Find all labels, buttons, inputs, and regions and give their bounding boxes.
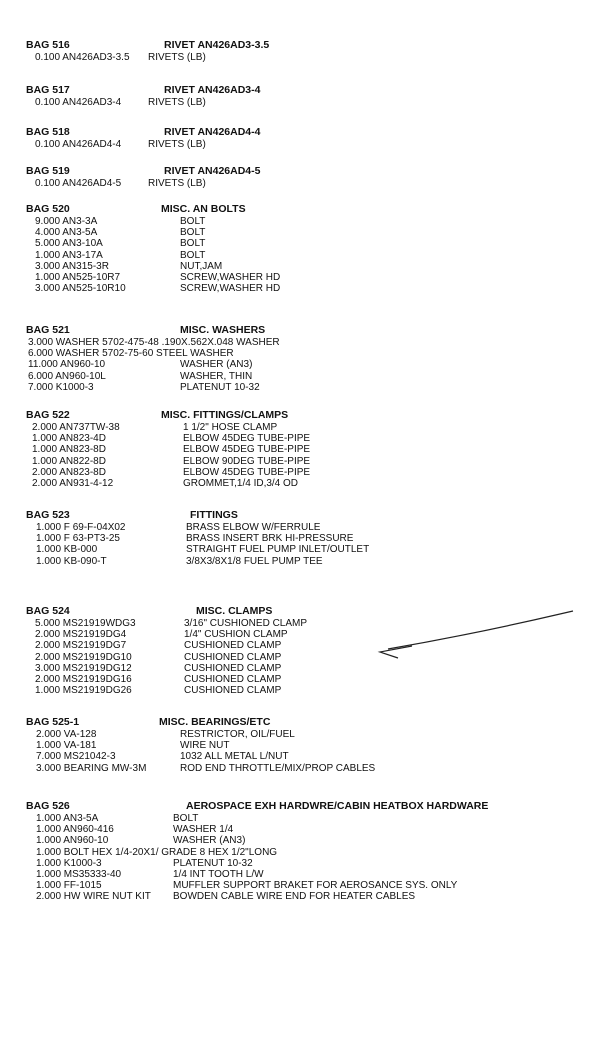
item-qty-part: 1.000 AN3-17A [35,249,103,261]
bag-number: BAG 525-1 [26,716,80,728]
item-qty-part: 2.000 MS21919DG7 [35,640,127,652]
item-description: WASHER, THIN [180,370,253,382]
bag-number: BAG 521 [26,324,70,336]
bag-title: MISC. WASHERS [180,324,266,336]
item-qty-part: 1.000 AN960-416 [36,824,114,836]
item-row [0,847,600,858]
item-row [0,533,600,544]
item-row [0,348,600,359]
item-row [0,869,600,880]
item-qty-part: 2.000 MS21919DG4 [35,629,127,641]
item-qty-part: 1.000 MS21919DG26 [35,685,132,697]
item-qty-part: 3.000 AN525-10R10 [35,283,126,295]
item-description: ELBOW 45DEG TUBE-PIPE [183,466,311,478]
item-row [0,685,600,696]
item-description: CUSHIONED CLAMP [184,673,282,685]
bag-section [0,39,600,63]
bag-header [0,800,600,813]
item-row [0,663,600,674]
item-description: RIVETS (LB) [148,52,206,63]
bag-header [0,203,600,216]
item-row [0,227,600,238]
item-row [0,729,600,740]
bag-header [0,165,600,178]
item-row [0,880,600,891]
item-description: ELBOW 45DEG TUBE-PIPE [183,433,311,445]
item-description: 3/8X3/8X1/8 FUEL PUMP TEE [186,555,323,567]
bag-number: BAG 522 [26,409,70,421]
item-qty-part: 7.000 MS21042-3 [36,751,116,763]
item-description: RIVETS (LB) [148,178,206,189]
item-description: BRASS INSERT BRK HI-PRESSURE [186,533,354,545]
item-row [0,359,600,370]
item-qty-part: 0.100 AN426AD3-4 [35,97,122,108]
item-qty-part: 2.000 MS21919DG10 [35,651,132,663]
item-description: BOLT [180,238,206,250]
item-description: ELBOW 45DEG TUBE-PIPE [183,444,311,456]
item-qty-part: 2.000 AN823-8D [32,466,106,478]
bag-title: RIVET AN426AD3-4 [164,84,261,96]
item-qty-part: 1.000 KB-090-T [36,555,107,567]
item-row [0,444,600,455]
item-row [0,813,600,824]
item-row [0,97,600,108]
bag-title: MISC. FITTINGS/CLAMPS [161,409,289,421]
bag-header [0,324,600,337]
bag-title: RIVET AN426AD4-5 [164,165,261,177]
item-row [0,433,600,444]
item-row [0,751,600,762]
item-row [0,371,600,382]
item-qty-part: 1.000 KB-000 [36,544,98,556]
item-row [0,652,600,663]
item-row [0,467,600,478]
bag-number: BAG 524 [26,605,70,617]
item-qty-part: 1.000 AN3-5A [36,813,99,824]
item-row [0,52,600,63]
item-description: RESTRICTOR, OIL/FUEL [180,729,295,740]
item-description: SCREW,WASHER HD [180,283,281,295]
item-qty-part: 1.000 AN960-10 [36,835,109,847]
item-description: CUSHIONED CLAMP [184,662,282,674]
bag-header [0,605,600,618]
item-description: 1/4 INT TOOTH L/W [173,868,264,880]
item-row [0,139,600,150]
item-description: WASHER (AN3) [173,835,246,847]
item-description: ROD END THROTTLE/MIX/PROP CABLES [180,762,376,774]
item-qty-part: 4.000 AN3-5A [35,227,98,239]
item-description: BOLT [173,813,199,824]
item-row [0,216,600,227]
bag-title: AEROSPACE EXH HARDWRE/CABIN HEATBOX HARDWARE [186,800,489,812]
item-qty-part: 3.000 AN315-3R [35,260,109,272]
item-qty-part: 1.000 MS35333-40 [36,868,122,880]
item-qty-part: 9.000 AN3-3A [35,216,98,227]
item-qty-part: 2.000 AN737TW-38 [32,422,120,433]
item-qty-part: 0.100 AN426AD4-5 [35,178,122,189]
item-description: PLATENUT 10-32 [180,381,260,393]
item-description: CUSHIONED CLAMP [184,640,282,652]
item-qty-part: 6.000 WASHER 5702-75-60 STEEL WASHER [28,348,234,360]
item-row [0,456,600,467]
item-qty-part: 0.100 AN426AD3-3.5 [35,52,130,63]
bag-header [0,126,600,139]
bag-section [0,324,600,393]
bag-section [0,509,600,567]
item-description: SCREW,WASHER HD [180,271,281,283]
item-description: WASHER 1/4 [173,824,234,836]
item-row [0,382,600,393]
bag-title: RIVET AN426AD4-4 [164,126,261,138]
item-description: GROMMET,1/4 ID,3/4 OD [183,477,299,489]
item-qty-part: 1.000 FF-1015 [36,880,102,892]
item-qty-part: 1.000 F 69-F-04X02 [36,522,126,533]
item-row [0,556,600,567]
bag-title: MISC. AN BOLTS [161,203,246,215]
item-qty-part: 1.000 BOLT HEX 1/4-20X1/ GRADE 8 HEX 1/2"LONG [36,846,278,858]
item-description: MUFFLER SUPPORT BRAKET FOR AEROSANCE SYS. ONLY [173,880,458,892]
item-description: WASHER (AN3) [180,359,253,371]
item-row [0,763,600,774]
item-row [0,674,600,685]
item-row [0,272,600,283]
item-qty-part: 3.000 WASHER 5702-475-48 .190X.562X.048 WASHER [28,337,280,348]
bag-number: BAG 519 [26,165,70,177]
item-row [0,422,600,433]
item-row [0,618,600,629]
item-description: BOLT [180,249,206,261]
item-qty-part: 6.000 AN960-10L [28,370,106,382]
item-description: RIVETS (LB) [148,97,206,108]
item-qty-part: 3.000 MS21919DG12 [35,662,132,674]
bag-number: BAG 523 [26,509,70,521]
item-row [0,337,600,348]
bag-header [0,39,600,52]
item-description: 1 1/2" HOSE CLAMP [183,422,278,433]
item-row [0,740,600,751]
bag-number: BAG 516 [26,39,70,51]
item-description: BOWDEN CABLE WIRE END FOR HEATER CABLES [173,891,416,903]
item-description: 3/16" CUSHIONED CLAMP [184,618,308,629]
item-qty-part: 2.000 AN931-4-12 [32,477,114,489]
item-qty-part: 1.000 VA-181 [36,740,97,752]
item-qty-part: 2.000 VA-128 [36,729,97,740]
bag-section [0,165,600,189]
bag-number: BAG 517 [26,84,70,96]
item-description: NUT,JAM [180,260,223,272]
bag-section [0,409,600,489]
item-qty-part: 1.000 AN823-8D [32,444,106,456]
item-description: 1032 ALL METAL L/NUT [180,751,289,763]
bag-section [0,605,600,696]
bag-section [0,84,600,108]
item-row [0,824,600,835]
item-qty-part: 5.000 AN3-10A [35,238,103,250]
item-qty-part: 2.000 HW WIRE NUT KIT [36,891,151,903]
item-row [0,629,600,640]
bag-header [0,409,600,422]
bag-header [0,716,600,729]
item-row [0,478,600,489]
item-qty-part: 2.000 MS21919DG16 [35,673,132,685]
item-qty-part: 1.000 AN823-4D [32,433,106,445]
item-row [0,858,600,869]
bag-title: FITTINGS [190,509,238,521]
item-description: RIVETS (LB) [148,139,206,150]
item-qty-part: 1.000 K1000-3 [36,857,102,869]
item-row [0,238,600,249]
item-row [0,261,600,272]
item-description: 1/4" CUSHION CLAMP [184,629,288,641]
item-row [0,544,600,555]
item-description: BRASS ELBOW W/FERRULE [186,522,321,533]
item-description: BOLT [180,216,206,227]
item-row [0,283,600,294]
item-qty-part: 1.000 AN525-10R7 [35,271,121,283]
bag-title: MISC. CLAMPS [196,605,273,617]
item-description: STRAIGHT FUEL PUMP INLET/OUTLET [186,544,370,556]
item-description: ELBOW 90DEG TUBE-PIPE [183,455,311,467]
bag-title: RIVET AN426AD3-3.5 [164,39,270,51]
item-qty-part: 1.000 AN822-8D [32,455,106,467]
bag-section [0,716,600,774]
item-row [0,891,600,902]
bag-section [0,800,600,903]
item-qty-part: 7.000 K1000-3 [28,381,94,393]
bag-section [0,203,600,294]
bag-title: MISC. BEARINGS/ETC [159,716,271,728]
item-description: PLATENUT 10-32 [173,857,253,869]
item-row [0,640,600,651]
item-row [0,250,600,261]
bag-header [0,84,600,97]
bag-header [0,509,600,522]
item-description: CUSHIONED CLAMP [184,651,282,663]
item-row [0,178,600,189]
item-description: WIRE NUT [180,740,230,752]
item-qty-part: 3.000 BEARING MW-3M [36,762,147,774]
item-qty-part: 0.100 AN426AD4-4 [35,139,122,150]
item-qty-part: 5.000 MS21919WDG3 [35,618,136,629]
item-description: CUSHIONED CLAMP [184,685,282,697]
bag-number: BAG 526 [26,800,70,812]
bag-number: BAG 518 [26,126,70,138]
item-qty-part: 11.000 AN960-10 [28,359,106,371]
item-row [0,522,600,533]
item-row [0,835,600,846]
bag-number: BAG 520 [26,203,70,215]
item-description: BOLT [180,227,206,239]
bag-section [0,126,600,150]
item-qty-part: 1.000 F 63-PT3-25 [36,533,120,545]
